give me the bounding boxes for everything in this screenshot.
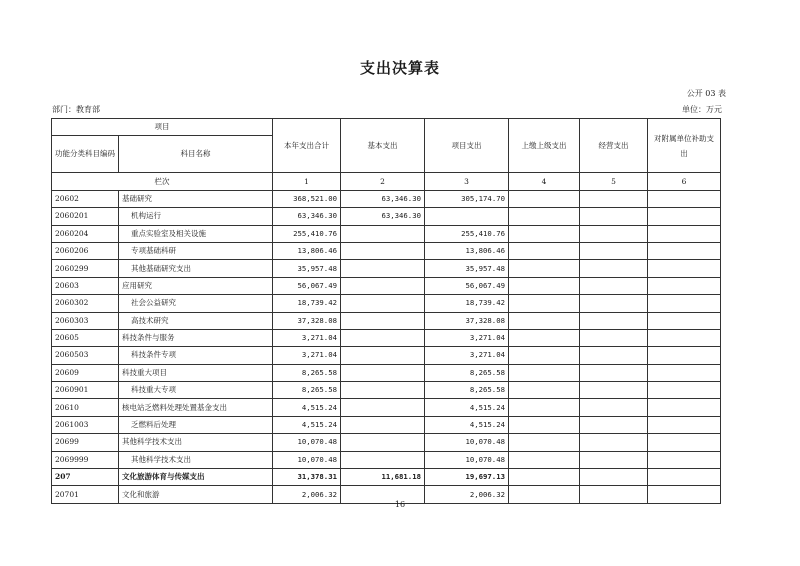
row-subsidy-cell (648, 190, 721, 207)
row-name-cell: 社会公益研究 (119, 295, 273, 312)
row-code-cell: 20701 (52, 486, 119, 503)
row-project-cell: 18,739.42 (425, 295, 509, 312)
row-name-cell: 其他科学技术支出 (119, 434, 273, 451)
row-upper-cell (509, 208, 580, 225)
row-subsidy-cell (648, 347, 721, 364)
row-project-cell: 8,265.58 (425, 382, 509, 399)
row-business-cell (580, 399, 648, 416)
row-basic-cell (341, 347, 425, 364)
row-total-cell: 3,271.04 (273, 347, 341, 364)
row-total-cell: 56,067.49 (273, 277, 341, 294)
row-upper-cell (509, 295, 580, 312)
row-business-cell (580, 347, 648, 364)
row-total-cell: 8,265.58 (273, 364, 341, 381)
table-row (52, 242, 721, 259)
table-body (52, 190, 721, 503)
row-basic-cell (341, 260, 425, 277)
row-basic-cell (341, 277, 425, 294)
row-total-cell: 3,271.04 (273, 329, 341, 346)
row-code-cell: 20609 (52, 364, 119, 381)
col-header-total: 本年支出合计 (273, 119, 341, 173)
row-subsidy-cell (648, 434, 721, 451)
row-code-cell: 20602 (52, 190, 119, 207)
row-project-cell: 13,806.46 (425, 242, 509, 259)
row-project-cell: 19,697.13 (425, 469, 509, 486)
row-business-cell (580, 364, 648, 381)
row-basic-cell (341, 329, 425, 346)
row-basic-cell: 63,346.30 (341, 190, 425, 207)
row-subsidy-cell (648, 312, 721, 329)
table-row (52, 434, 721, 451)
row-basic-cell (341, 399, 425, 416)
row-basic-cell: 11,681.18 (341, 469, 425, 486)
row-total-cell: 63,346.30 (273, 208, 341, 225)
row-name-cell: 重点实验室及相关设施 (119, 225, 273, 242)
row-business-cell (580, 242, 648, 259)
col-header-project: 项目支出 (425, 119, 509, 173)
row-project-cell: 35,957.48 (425, 260, 509, 277)
row-upper-cell (509, 399, 580, 416)
row-business-cell (580, 382, 648, 399)
row-code-cell: 2060901 (52, 382, 119, 399)
row-code-cell: 20603 (52, 277, 119, 294)
row-upper-cell (509, 434, 580, 451)
column-number: 6 (648, 173, 721, 190)
row-basic-cell (341, 416, 425, 433)
row-business-cell (580, 208, 648, 225)
row-total-cell: 4,515.24 (273, 416, 341, 433)
row-basic-cell (341, 451, 425, 468)
col-header-name: 科目名称 (119, 136, 273, 173)
row-upper-cell (509, 190, 580, 207)
row-project-cell: 56,067.49 (425, 277, 509, 294)
row-total-cell: 35,957.48 (273, 260, 341, 277)
col-header-upper: 上缴上级支出 (509, 119, 580, 173)
row-project-cell: 37,328.08 (425, 312, 509, 329)
row-subsidy-cell (648, 382, 721, 399)
row-upper-cell (509, 312, 580, 329)
column-number: 3 (425, 173, 509, 190)
row-upper-cell (509, 469, 580, 486)
row-basic-cell (341, 364, 425, 381)
table-row (52, 469, 721, 486)
row-total-cell: 18,739.42 (273, 295, 341, 312)
table-row (52, 329, 721, 346)
table-row (52, 260, 721, 277)
row-subsidy-cell (648, 208, 721, 225)
row-basic-cell (341, 225, 425, 242)
row-upper-cell (509, 225, 580, 242)
row-project-cell: 3,271.04 (425, 329, 509, 346)
row-total-cell: 10,070.48 (273, 434, 341, 451)
table-row (52, 416, 721, 433)
row-name-cell: 应用研究 (119, 277, 273, 294)
row-basic-cell (341, 382, 425, 399)
row-project-cell: 10,070.48 (425, 451, 509, 468)
row-business-cell (580, 295, 648, 312)
row-subsidy-cell (648, 295, 721, 312)
row-subsidy-cell (648, 399, 721, 416)
row-name-cell: 其他基础研究支出 (119, 260, 273, 277)
row-business-cell (580, 312, 648, 329)
row-name-cell: 科技条件专项 (119, 347, 273, 364)
col-header-code: 功能分类科目编码 (52, 136, 119, 173)
row-name-cell: 科技条件与服务 (119, 329, 273, 346)
row-total-cell: 2,006.32 (273, 486, 341, 503)
row-upper-cell (509, 347, 580, 364)
table-row (52, 364, 721, 381)
row-business-cell (580, 451, 648, 468)
table-row (52, 347, 721, 364)
expenditure-table (51, 118, 721, 504)
row-project-cell: 3,271.04 (425, 347, 509, 364)
row-subsidy-cell (648, 416, 721, 433)
row-subsidy-cell (648, 277, 721, 294)
row-business-cell (580, 329, 648, 346)
table-row (52, 312, 721, 329)
row-upper-cell (509, 451, 580, 468)
table-row (52, 451, 721, 468)
row-code-cell: 20605 (52, 329, 119, 346)
page-number: 16 (394, 500, 406, 509)
row-name-cell: 科技重大项目 (119, 364, 273, 381)
col-header-business: 经营支出 (580, 119, 648, 173)
row-project-cell: 4,515.24 (425, 416, 509, 433)
group-header-project: 项目 (52, 119, 273, 136)
row-upper-cell (509, 329, 580, 346)
row-total-cell: 8,265.58 (273, 382, 341, 399)
row-upper-cell (509, 277, 580, 294)
row-business-cell (580, 434, 648, 451)
table-row (52, 382, 721, 399)
row-subsidy-cell (648, 469, 721, 486)
row-upper-cell (509, 416, 580, 433)
row-code-cell: 207 (52, 469, 119, 486)
row-project-cell: 8,265.58 (425, 364, 509, 381)
row-basic-cell (341, 242, 425, 259)
row-code-cell: 2060204 (52, 225, 119, 242)
table-row (52, 190, 721, 207)
row-upper-cell (509, 364, 580, 381)
column-number: 1 (273, 173, 341, 190)
unit-label: 单位：万元 (682, 105, 722, 114)
row-code-cell: 20610 (52, 399, 119, 416)
row-name-cell: 乏燃料后处理 (119, 416, 273, 433)
row-business-cell (580, 225, 648, 242)
row-name-cell: 高技术研究 (119, 312, 273, 329)
row-total-cell: 31,378.31 (273, 469, 341, 486)
column-number: 4 (509, 173, 580, 190)
form-number: 公开 03 表 (686, 89, 726, 98)
col-header-subsidy: 对附属单位补助支出 (648, 119, 721, 173)
row-total-cell: 13,806.46 (273, 242, 341, 259)
row-code-cell: 2060201 (52, 208, 119, 225)
row-code-cell: 2060303 (52, 312, 119, 329)
row-subsidy-cell (648, 364, 721, 381)
column-number-label: 栏次 (52, 173, 273, 190)
col-header-basic: 基本支出 (341, 119, 425, 173)
row-name-cell: 其他科学技术支出 (119, 451, 273, 468)
row-code-cell: 2060503 (52, 347, 119, 364)
table-row (52, 225, 721, 242)
row-subsidy-cell (648, 260, 721, 277)
row-code-cell: 2060206 (52, 242, 119, 259)
row-total-cell: 368,521.00 (273, 190, 341, 207)
row-basic-cell (341, 312, 425, 329)
row-business-cell (580, 190, 648, 207)
row-subsidy-cell (648, 225, 721, 242)
row-project-cell: 4,515.24 (425, 399, 509, 416)
row-project-cell (425, 208, 509, 225)
row-project-cell: 10,070.48 (425, 434, 509, 451)
row-code-cell: 2069999 (52, 451, 119, 468)
row-code-cell: 20699 (52, 434, 119, 451)
column-number: 2 (341, 173, 425, 190)
page-title: 支出决算表 (359, 59, 440, 77)
row-name-cell: 文化旅游体育与传媒支出 (119, 469, 273, 486)
row-business-cell (580, 469, 648, 486)
row-code-cell: 2060302 (52, 295, 119, 312)
table-row (52, 277, 721, 294)
row-total-cell: 10,070.48 (273, 451, 341, 468)
row-subsidy-cell (648, 329, 721, 346)
department-label: 部门：教育部 (52, 105, 100, 114)
row-subsidy-cell (648, 242, 721, 259)
row-total-cell: 37,328.08 (273, 312, 341, 329)
row-basic-cell (341, 295, 425, 312)
row-business-cell (580, 260, 648, 277)
row-code-cell: 2061003 (52, 416, 119, 433)
row-upper-cell (509, 382, 580, 399)
row-project-cell: 255,410.76 (425, 225, 509, 242)
row-project-cell: 305,174.70 (425, 190, 509, 207)
table-row (52, 208, 721, 225)
row-code-cell: 2060299 (52, 260, 119, 277)
row-name-cell: 文化和旅游 (119, 486, 273, 503)
row-total-cell: 4,515.24 (273, 399, 341, 416)
row-project-cell: 2,006.32 (425, 486, 509, 503)
row-upper-cell (509, 260, 580, 277)
row-basic-cell: 63,346.30 (341, 208, 425, 225)
table-row (52, 295, 721, 312)
row-name-cell: 基础研究 (119, 190, 273, 207)
row-subsidy-cell (648, 451, 721, 468)
row-name-cell: 机构运行 (119, 208, 273, 225)
row-business-cell (580, 277, 648, 294)
row-name-cell: 专项基础科研 (119, 242, 273, 259)
row-basic-cell (341, 434, 425, 451)
row-name-cell: 科技重大专项 (119, 382, 273, 399)
row-upper-cell (509, 242, 580, 259)
column-number: 5 (580, 173, 648, 190)
row-business-cell (580, 416, 648, 433)
table-row (52, 399, 721, 416)
row-total-cell: 255,410.76 (273, 225, 341, 242)
row-name-cell: 核电站乏燃料处理处置基金支出 (119, 399, 273, 416)
